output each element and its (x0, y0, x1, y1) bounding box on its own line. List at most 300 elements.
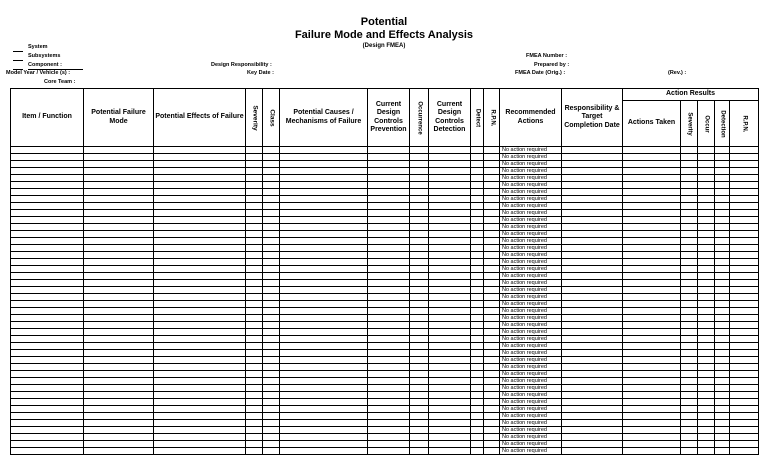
cell-failure-mode[interactable] (84, 210, 154, 217)
cell-ar-rpn[interactable] (730, 294, 759, 301)
cell-rpn[interactable] (484, 329, 500, 336)
cell-occurrence[interactable] (410, 168, 429, 175)
cell-rpn[interactable] (484, 350, 500, 357)
cell-failure-mode[interactable] (84, 301, 154, 308)
cell-ar-severity[interactable] (681, 259, 698, 266)
cell-ar-rpn[interactable] (730, 238, 759, 245)
cell-controls-prevention[interactable] (368, 385, 410, 392)
cell-ar-occur[interactable] (698, 427, 715, 434)
cell-ar-detection[interactable] (715, 385, 730, 392)
cell-item-function[interactable] (11, 413, 84, 420)
cell-effects[interactable] (154, 280, 246, 287)
cell-causes[interactable] (280, 203, 368, 210)
cell-occurrence[interactable] (410, 231, 429, 238)
cell-ar-detection[interactable] (715, 413, 730, 420)
cell-effects[interactable] (154, 336, 246, 343)
cell-rpn[interactable] (484, 448, 500, 455)
cell-item-function[interactable] (11, 252, 84, 259)
cell-controls-prevention[interactable] (368, 315, 410, 322)
cell-recommended-actions[interactable]: No action required (500, 343, 562, 350)
cell-responsibility[interactable] (562, 336, 623, 343)
cell-item-function[interactable] (11, 175, 84, 182)
cell-ar-occur[interactable] (698, 315, 715, 322)
cell-occurrence[interactable] (410, 420, 429, 427)
cell-controls-prevention[interactable] (368, 203, 410, 210)
cell-severity[interactable] (246, 350, 263, 357)
cell-occurrence[interactable] (410, 329, 429, 336)
cell-responsibility[interactable] (562, 273, 623, 280)
cell-rpn[interactable] (484, 392, 500, 399)
cell-controls-detection[interactable] (429, 203, 471, 210)
cell-responsibility[interactable] (562, 252, 623, 259)
cell-controls-detection[interactable] (429, 427, 471, 434)
cell-responsibility[interactable] (562, 329, 623, 336)
cell-rpn[interactable] (484, 336, 500, 343)
cell-responsibility[interactable] (562, 350, 623, 357)
cell-ar-severity[interactable] (681, 273, 698, 280)
cell-recommended-actions[interactable]: No action required (500, 350, 562, 357)
cell-effects[interactable] (154, 448, 246, 455)
cell-responsibility[interactable] (562, 224, 623, 231)
cell-responsibility[interactable] (562, 294, 623, 301)
cell-ar-detection[interactable] (715, 399, 730, 406)
cell-ar-rpn[interactable] (730, 427, 759, 434)
cell-recommended-actions[interactable]: No action required (500, 441, 562, 448)
cell-ar-severity[interactable] (681, 343, 698, 350)
cell-ar-occur[interactable] (698, 336, 715, 343)
cell-actions-taken[interactable] (623, 231, 681, 238)
cell-controls-prevention[interactable] (368, 350, 410, 357)
cell-causes[interactable] (280, 371, 368, 378)
cell-ar-occur[interactable] (698, 175, 715, 182)
cell-severity[interactable] (246, 364, 263, 371)
cell-controls-detection[interactable] (429, 315, 471, 322)
cell-recommended-actions[interactable]: No action required (500, 224, 562, 231)
cell-ar-occur[interactable] (698, 238, 715, 245)
cell-ar-rpn[interactable] (730, 161, 759, 168)
cell-actions-taken[interactable] (623, 448, 681, 455)
cell-rpn[interactable] (484, 189, 500, 196)
cell-ar-occur[interactable] (698, 196, 715, 203)
cell-responsibility[interactable] (562, 357, 623, 364)
cell-occurrence[interactable] (410, 413, 429, 420)
cell-ar-severity[interactable] (681, 308, 698, 315)
cell-controls-detection[interactable] (429, 371, 471, 378)
cell-ar-occur[interactable] (698, 448, 715, 455)
cell-responsibility[interactable] (562, 287, 623, 294)
cell-failure-mode[interactable] (84, 280, 154, 287)
cell-recommended-actions[interactable]: No action required (500, 427, 562, 434)
cell-controls-prevention[interactable] (368, 364, 410, 371)
cell-class[interactable] (263, 154, 280, 161)
cell-ar-severity[interactable] (681, 189, 698, 196)
cell-ar-rpn[interactable] (730, 245, 759, 252)
cell-severity[interactable] (246, 336, 263, 343)
cell-controls-detection[interactable] (429, 252, 471, 259)
cell-controls-prevention[interactable] (368, 210, 410, 217)
cell-class[interactable] (263, 378, 280, 385)
cell-recommended-actions[interactable]: No action required (500, 385, 562, 392)
cell-ar-rpn[interactable] (730, 273, 759, 280)
cell-recommended-actions[interactable]: No action required (500, 413, 562, 420)
cell-occurrence[interactable] (410, 280, 429, 287)
cell-severity[interactable] (246, 147, 263, 154)
cell-causes[interactable] (280, 280, 368, 287)
cell-controls-prevention[interactable] (368, 245, 410, 252)
cell-ar-severity[interactable] (681, 322, 698, 329)
cell-severity[interactable] (246, 161, 263, 168)
cell-actions-taken[interactable] (623, 210, 681, 217)
cell-rpn[interactable] (484, 308, 500, 315)
cell-responsibility[interactable] (562, 399, 623, 406)
cell-controls-prevention[interactable] (368, 413, 410, 420)
cell-actions-taken[interactable] (623, 420, 681, 427)
cell-failure-mode[interactable] (84, 189, 154, 196)
cell-class[interactable] (263, 287, 280, 294)
cell-detect[interactable] (471, 357, 484, 364)
cell-failure-mode[interactable] (84, 406, 154, 413)
cell-failure-mode[interactable] (84, 266, 154, 273)
cell-recommended-actions[interactable]: No action required (500, 196, 562, 203)
cell-occurrence[interactable] (410, 238, 429, 245)
cell-ar-occur[interactable] (698, 322, 715, 329)
cell-ar-severity[interactable] (681, 147, 698, 154)
cell-ar-rpn[interactable] (730, 378, 759, 385)
cell-controls-prevention[interactable] (368, 308, 410, 315)
cell-actions-taken[interactable] (623, 154, 681, 161)
cell-ar-detection[interactable] (715, 238, 730, 245)
cell-rpn[interactable] (484, 238, 500, 245)
cell-failure-mode[interactable] (84, 231, 154, 238)
cell-severity[interactable] (246, 245, 263, 252)
cell-detect[interactable] (471, 245, 484, 252)
cell-ar-rpn[interactable] (730, 266, 759, 273)
cell-detect[interactable] (471, 399, 484, 406)
cell-effects[interactable] (154, 378, 246, 385)
cell-causes[interactable] (280, 357, 368, 364)
cell-responsibility[interactable] (562, 427, 623, 434)
cell-ar-detection[interactable] (715, 441, 730, 448)
cell-detect[interactable] (471, 196, 484, 203)
cell-occurrence[interactable] (410, 392, 429, 399)
cell-class[interactable] (263, 427, 280, 434)
cell-failure-mode[interactable] (84, 392, 154, 399)
cell-controls-prevention[interactable] (368, 147, 410, 154)
cell-detect[interactable] (471, 266, 484, 273)
cell-occurrence[interactable] (410, 357, 429, 364)
cell-controls-detection[interactable] (429, 399, 471, 406)
cell-controls-detection[interactable] (429, 168, 471, 175)
cell-severity[interactable] (246, 301, 263, 308)
cell-rpn[interactable] (484, 371, 500, 378)
cell-effects[interactable] (154, 308, 246, 315)
cell-ar-rpn[interactable] (730, 448, 759, 455)
cell-ar-detection[interactable] (715, 189, 730, 196)
cell-ar-occur[interactable] (698, 217, 715, 224)
cell-occurrence[interactable] (410, 294, 429, 301)
cell-controls-detection[interactable] (429, 294, 471, 301)
cell-ar-severity[interactable] (681, 266, 698, 273)
cell-effects[interactable] (154, 371, 246, 378)
cell-class[interactable] (263, 315, 280, 322)
cell-recommended-actions[interactable]: No action required (500, 154, 562, 161)
cell-controls-detection[interactable] (429, 238, 471, 245)
cell-ar-occur[interactable] (698, 350, 715, 357)
cell-occurrence[interactable] (410, 406, 429, 413)
cell-effects[interactable] (154, 315, 246, 322)
cell-causes[interactable] (280, 231, 368, 238)
cell-item-function[interactable] (11, 259, 84, 266)
cell-occurrence[interactable] (410, 175, 429, 182)
cell-effects[interactable] (154, 392, 246, 399)
cell-occurrence[interactable] (410, 287, 429, 294)
cell-severity[interactable] (246, 427, 263, 434)
cell-class[interactable] (263, 392, 280, 399)
cell-recommended-actions[interactable]: No action required (500, 287, 562, 294)
cell-recommended-actions[interactable]: No action required (500, 259, 562, 266)
cell-effects[interactable] (154, 322, 246, 329)
cell-ar-severity[interactable] (681, 280, 698, 287)
cell-effects[interactable] (154, 434, 246, 441)
cell-ar-occur[interactable] (698, 245, 715, 252)
cell-causes[interactable] (280, 238, 368, 245)
cell-responsibility[interactable] (562, 315, 623, 322)
cell-class[interactable] (263, 266, 280, 273)
cell-causes[interactable] (280, 420, 368, 427)
cell-occurrence[interactable] (410, 378, 429, 385)
cell-ar-occur[interactable] (698, 329, 715, 336)
cell-rpn[interactable] (484, 266, 500, 273)
cell-occurrence[interactable] (410, 364, 429, 371)
cell-class[interactable] (263, 147, 280, 154)
cell-ar-detection[interactable] (715, 259, 730, 266)
cell-ar-rpn[interactable] (730, 231, 759, 238)
cell-ar-severity[interactable] (681, 315, 698, 322)
cell-rpn[interactable] (484, 252, 500, 259)
cell-failure-mode[interactable] (84, 252, 154, 259)
cell-ar-severity[interactable] (681, 448, 698, 455)
cell-ar-detection[interactable] (715, 217, 730, 224)
cell-controls-prevention[interactable] (368, 399, 410, 406)
cell-actions-taken[interactable] (623, 266, 681, 273)
cell-failure-mode[interactable] (84, 357, 154, 364)
cell-actions-taken[interactable] (623, 315, 681, 322)
cell-ar-occur[interactable] (698, 224, 715, 231)
cell-failure-mode[interactable] (84, 315, 154, 322)
cell-recommended-actions[interactable]: No action required (500, 266, 562, 273)
cell-rpn[interactable] (484, 224, 500, 231)
cell-failure-mode[interactable] (84, 448, 154, 455)
cell-ar-severity[interactable] (681, 329, 698, 336)
cell-actions-taken[interactable] (623, 350, 681, 357)
cell-item-function[interactable] (11, 364, 84, 371)
cell-recommended-actions[interactable]: No action required (500, 378, 562, 385)
cell-controls-prevention[interactable] (368, 182, 410, 189)
cell-controls-detection[interactable] (429, 245, 471, 252)
cell-item-function[interactable] (11, 238, 84, 245)
cell-occurrence[interactable] (410, 224, 429, 231)
cell-responsibility[interactable] (562, 434, 623, 441)
cell-item-function[interactable] (11, 273, 84, 280)
cell-severity[interactable] (246, 357, 263, 364)
cell-severity[interactable] (246, 203, 263, 210)
cell-detect[interactable] (471, 203, 484, 210)
cell-causes[interactable] (280, 224, 368, 231)
cell-failure-mode[interactable] (84, 441, 154, 448)
cell-causes[interactable] (280, 217, 368, 224)
cell-rpn[interactable] (484, 161, 500, 168)
cell-effects[interactable] (154, 238, 246, 245)
cell-ar-severity[interactable] (681, 420, 698, 427)
cell-recommended-actions[interactable]: No action required (500, 189, 562, 196)
cell-controls-detection[interactable] (429, 329, 471, 336)
cell-actions-taken[interactable] (623, 406, 681, 413)
cell-recommended-actions[interactable]: No action required (500, 147, 562, 154)
cell-ar-severity[interactable] (681, 294, 698, 301)
cell-class[interactable] (263, 441, 280, 448)
cell-ar-rpn[interactable] (730, 287, 759, 294)
cell-ar-rpn[interactable] (730, 413, 759, 420)
cell-occurrence[interactable] (410, 196, 429, 203)
cell-item-function[interactable] (11, 371, 84, 378)
cell-class[interactable] (263, 161, 280, 168)
cell-severity[interactable] (246, 196, 263, 203)
cell-ar-detection[interactable] (715, 182, 730, 189)
cell-detect[interactable] (471, 168, 484, 175)
cell-ar-severity[interactable] (681, 252, 698, 259)
cell-failure-mode[interactable] (84, 343, 154, 350)
cell-responsibility[interactable] (562, 392, 623, 399)
cell-detect[interactable] (471, 385, 484, 392)
cell-occurrence[interactable] (410, 245, 429, 252)
cell-causes[interactable] (280, 385, 368, 392)
cell-class[interactable] (263, 308, 280, 315)
cell-class[interactable] (263, 252, 280, 259)
cell-rpn[interactable] (484, 294, 500, 301)
cell-controls-detection[interactable] (429, 434, 471, 441)
cell-recommended-actions[interactable]: No action required (500, 322, 562, 329)
cell-recommended-actions[interactable]: No action required (500, 168, 562, 175)
cell-responsibility[interactable] (562, 217, 623, 224)
cell-controls-detection[interactable] (429, 322, 471, 329)
cell-effects[interactable] (154, 266, 246, 273)
cell-controls-detection[interactable] (429, 441, 471, 448)
cell-rpn[interactable] (484, 301, 500, 308)
cell-controls-prevention[interactable] (368, 427, 410, 434)
cell-controls-detection[interactable] (429, 231, 471, 238)
cell-class[interactable] (263, 448, 280, 455)
cell-ar-occur[interactable] (698, 266, 715, 273)
cell-item-function[interactable] (11, 280, 84, 287)
cell-detect[interactable] (471, 238, 484, 245)
cell-effects[interactable] (154, 413, 246, 420)
cell-effects[interactable] (154, 168, 246, 175)
cell-ar-detection[interactable] (715, 196, 730, 203)
cell-causes[interactable] (280, 301, 368, 308)
cell-ar-severity[interactable] (681, 350, 698, 357)
cell-ar-rpn[interactable] (730, 168, 759, 175)
cell-ar-occur[interactable] (698, 210, 715, 217)
cell-actions-taken[interactable] (623, 371, 681, 378)
cell-causes[interactable] (280, 378, 368, 385)
cell-failure-mode[interactable] (84, 245, 154, 252)
cell-severity[interactable] (246, 413, 263, 420)
cell-failure-mode[interactable] (84, 273, 154, 280)
cell-effects[interactable] (154, 203, 246, 210)
cell-class[interactable] (263, 336, 280, 343)
cell-causes[interactable] (280, 182, 368, 189)
cell-actions-taken[interactable] (623, 336, 681, 343)
cell-recommended-actions[interactable]: No action required (500, 231, 562, 238)
cell-detect[interactable] (471, 161, 484, 168)
cell-severity[interactable] (246, 273, 263, 280)
cell-ar-occur[interactable] (698, 154, 715, 161)
cell-severity[interactable] (246, 175, 263, 182)
cell-ar-occur[interactable] (698, 392, 715, 399)
cell-item-function[interactable] (11, 301, 84, 308)
cell-responsibility[interactable] (562, 154, 623, 161)
cell-recommended-actions[interactable]: No action required (500, 329, 562, 336)
cell-ar-detection[interactable] (715, 434, 730, 441)
cell-controls-prevention[interactable] (368, 154, 410, 161)
cell-actions-taken[interactable] (623, 441, 681, 448)
cell-rpn[interactable] (484, 413, 500, 420)
cell-recommended-actions[interactable]: No action required (500, 175, 562, 182)
cell-occurrence[interactable] (410, 441, 429, 448)
cell-detect[interactable] (471, 427, 484, 434)
cell-failure-mode[interactable] (84, 385, 154, 392)
cell-ar-detection[interactable] (715, 308, 730, 315)
cell-rpn[interactable] (484, 259, 500, 266)
cell-controls-detection[interactable] (429, 336, 471, 343)
cell-ar-rpn[interactable] (730, 399, 759, 406)
cell-recommended-actions[interactable]: No action required (500, 406, 562, 413)
cell-controls-prevention[interactable] (368, 343, 410, 350)
cell-occurrence[interactable] (410, 154, 429, 161)
cell-class[interactable] (263, 280, 280, 287)
cell-causes[interactable] (280, 315, 368, 322)
cell-causes[interactable] (280, 336, 368, 343)
cell-failure-mode[interactable] (84, 224, 154, 231)
cell-item-function[interactable] (11, 182, 84, 189)
cell-causes[interactable] (280, 259, 368, 266)
cell-effects[interactable] (154, 175, 246, 182)
cell-recommended-actions[interactable]: No action required (500, 392, 562, 399)
cell-occurrence[interactable] (410, 336, 429, 343)
cell-ar-occur[interactable] (698, 420, 715, 427)
cell-failure-mode[interactable] (84, 371, 154, 378)
cell-effects[interactable] (154, 287, 246, 294)
cell-ar-rpn[interactable] (730, 203, 759, 210)
cell-class[interactable] (263, 231, 280, 238)
cell-ar-detection[interactable] (715, 294, 730, 301)
cell-occurrence[interactable] (410, 259, 429, 266)
cell-item-function[interactable] (11, 357, 84, 364)
cell-responsibility[interactable] (562, 161, 623, 168)
cell-ar-rpn[interactable] (730, 406, 759, 413)
cell-item-function[interactable] (11, 266, 84, 273)
cell-actions-taken[interactable] (623, 287, 681, 294)
cell-effects[interactable] (154, 329, 246, 336)
cell-ar-occur[interactable] (698, 280, 715, 287)
cell-responsibility[interactable] (562, 196, 623, 203)
cell-occurrence[interactable] (410, 322, 429, 329)
cell-failure-mode[interactable] (84, 175, 154, 182)
cell-class[interactable] (263, 259, 280, 266)
cell-ar-severity[interactable] (681, 210, 698, 217)
cell-controls-detection[interactable] (429, 175, 471, 182)
cell-item-function[interactable] (11, 406, 84, 413)
